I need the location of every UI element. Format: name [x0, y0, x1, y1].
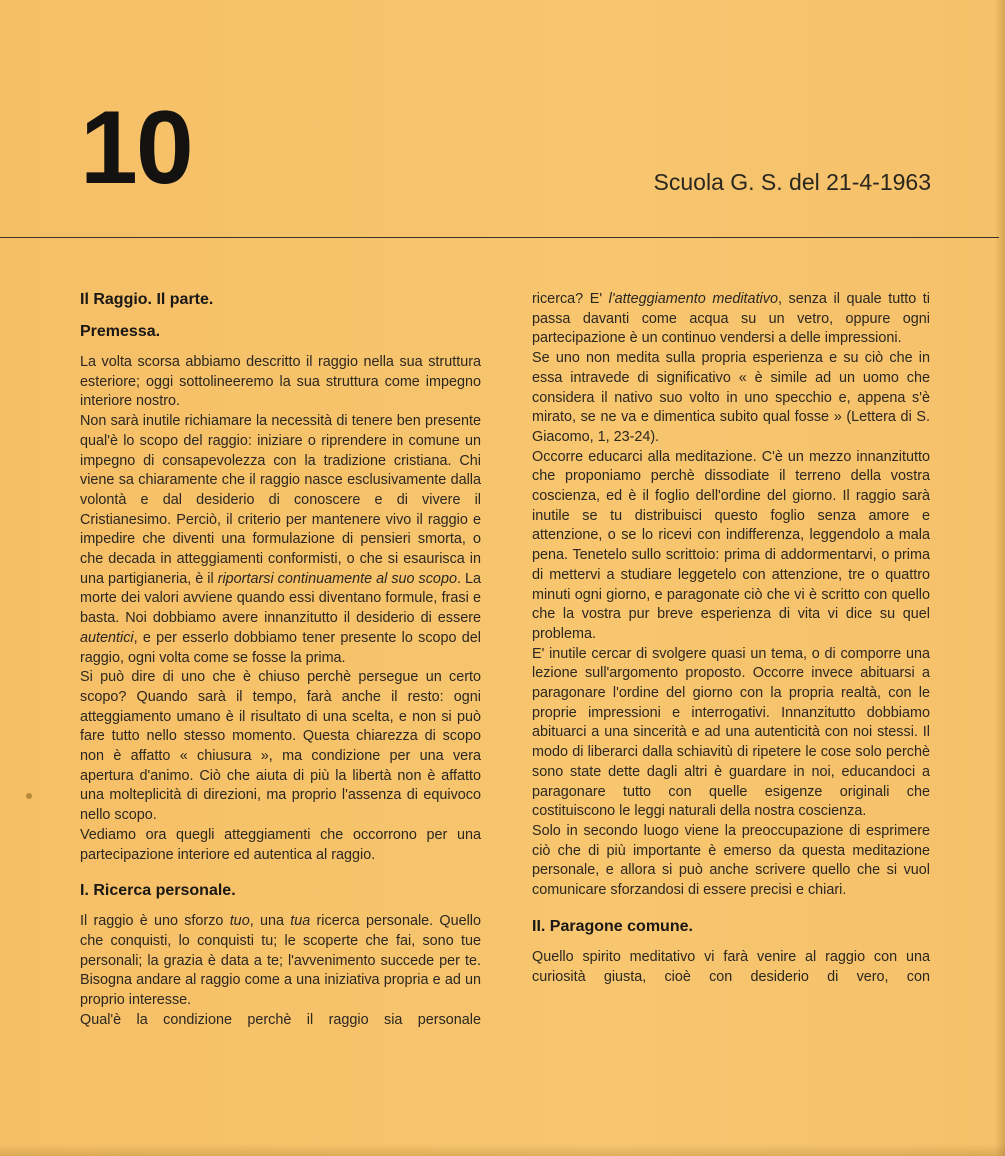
paragraph: Quello spirito meditativo vi farà venire al raggio con una curiosità giusta, cioè con desiderio di vero, con: [532, 948, 930, 985]
page-edge-shadow-bottom: [0, 1144, 1005, 1156]
section-heading-ricerca-personale: I. Ricerca personale.: [80, 882, 236, 900]
paragraph: Occorre educarci alla meditazione. C'è un mezzo innanzitutto che proponiamo perchè dissodiate il terreno della vostra coscienza, ed è il foglio dell'ordine del giorno. Il raggio sarà inutile se tu distribuisci questo foglio senza amore e attenzione, o se lo ricevi con indifferenza, leggendolo a mala pena. Tenetelo sullo scrittoio: prima di addormentarvi, o prima di mettervi a studiare leggetelo con attenzione, tre o quattro minuti ogni giorno, e paragonate ciò che vi è scritto con quello che la vostra pur breve esperienza di vita vi dice su quel problema.: [532, 448, 930, 642]
paragraph: ricerca? E' l'atteggiamento meditativo, senza il quale tutto ti passa davanti come acqua su un vetro, oppure ogni partecipazione è un continuo vendersi a delle impressioni.: [532, 291, 930, 347]
paragraph: Il raggio è uno sforzo tuo, una tua ricerca personale. Quello che conquisti, lo conquisti tu; le scoperte che fai, sono tue personali; la grazia è data a te; l'avvenimento succede per te. Bisogna andare al raggio come a una iniziativa propria e ad un proprio interesse.: [80, 913, 481, 1009]
paragraph: La volta scorsa abbiamo descritto il raggio nella sua struttura esteriore; oggi sottolineeremo la sua struttura come impegno interiore nostro.: [80, 354, 481, 410]
paragraph: Qual'è la condizione perchè il raggio sia personale: [80, 1011, 481, 1028]
paragraph: Vediamo ora quegli atteggiamenti che occorrono per una partecipazione interiore ed autentica al raggio.: [80, 826, 481, 863]
paragraph: E' inutile cercar di svolgere quasi un tema, o di comporre una lezione sull'argomento proposto. Occorre invece abituarsi a paragonare l'ordine del giorno con la propria realtà, con le proprie impressioni e interrogativi. Innanzitutto dobbiamo abituarci a una sincerità e ad una autenticità con noi stessi. Il modo di liberarci dalla schiavitù di ripetere le cose solo perchè sono state dette dagli altri è guardare in noi, educandoci a paragonare tutto con quelle esigenze originali che costituiscono le leggi naturali della nostra coscienza.: [532, 645, 930, 820]
right-column: [532, 290, 930, 987]
page-edge-shadow-right: [995, 0, 1005, 1156]
paper-spot: [26, 793, 32, 799]
premessa-heading: Premessa.: [80, 323, 161, 340]
header-date-line: Scuola G. S. del 21-4-1963: [653, 169, 931, 195]
issue-number: 10: [80, 90, 192, 206]
header-rule: [0, 237, 999, 238]
paragraph: Non sarà inutile richiamare la necessità di tenere ben presente qual'è lo scopo del raggio: iniziare o riprendere in comune un impegno di consapevolezza con la tradizione cristiana. Chi viene sa chiaramente che il raggio nasce esclusivamente dalla volontà e dal desiderio di conoscere e di vivere il Cristianesimo. Perciò, il criterio per mantenere vivo il raggio e impedire che diventi una formulazione di pensieri smorta, o che decada in atteggiamenti conformisti, o che si esaurisca in una partigianeria, è il riportarsi continuamente al suo scopo. La morte dei valori avviene quando essi diventano formule, frasi e basta. Noi dobbiamo avere innanzitutto il desiderio di essere autentici, e per esserlo dobbiamo tener presente lo scopo del raggio, ogni volta come se fosse la prima.: [80, 413, 481, 666]
paragraph: Se uno non medita sulla propria esperienza e su ciò che in essa intravede di significativo « è simile ad un uomo che considera il nativo suo volto in uno specchio e, appena s'è mirato, se ne va e dimentica subito qual fosse » (Lettera di S. Giacomo, 1, 23-24).: [532, 350, 930, 445]
left-column: [80, 290, 481, 1031]
paragraph: Si può dire di uno che è chiuso perchè persegue un certo scopo? Quando sarà il tempo, farà anche il resto: ogni atteggiamento umano è il risultato di una scelta, e non si può fare tutto nello stesso momento. Questa chiarezza di scopo non è affatto « chiusura », ma condizione per una vera apertura d'animo. Ciò che aiuta di più la libertà non è affatto una molteplicità di direzioni, ma proprio l'assenza di equivoco nello scopo.: [80, 669, 481, 824]
paragraph: Solo in secondo luogo viene la preoccupazione di esprimere ciò che di più importante è emerso da questa meditazione personale, e allora si può anche scrivere quello che si vuol comunicare sforzandosi di essere precisi e chiari.: [532, 822, 930, 899]
section-heading-paragone-comune: II. Paragone comune.: [532, 917, 693, 935]
article-title: Il Raggio. Il parte.: [80, 291, 214, 308]
